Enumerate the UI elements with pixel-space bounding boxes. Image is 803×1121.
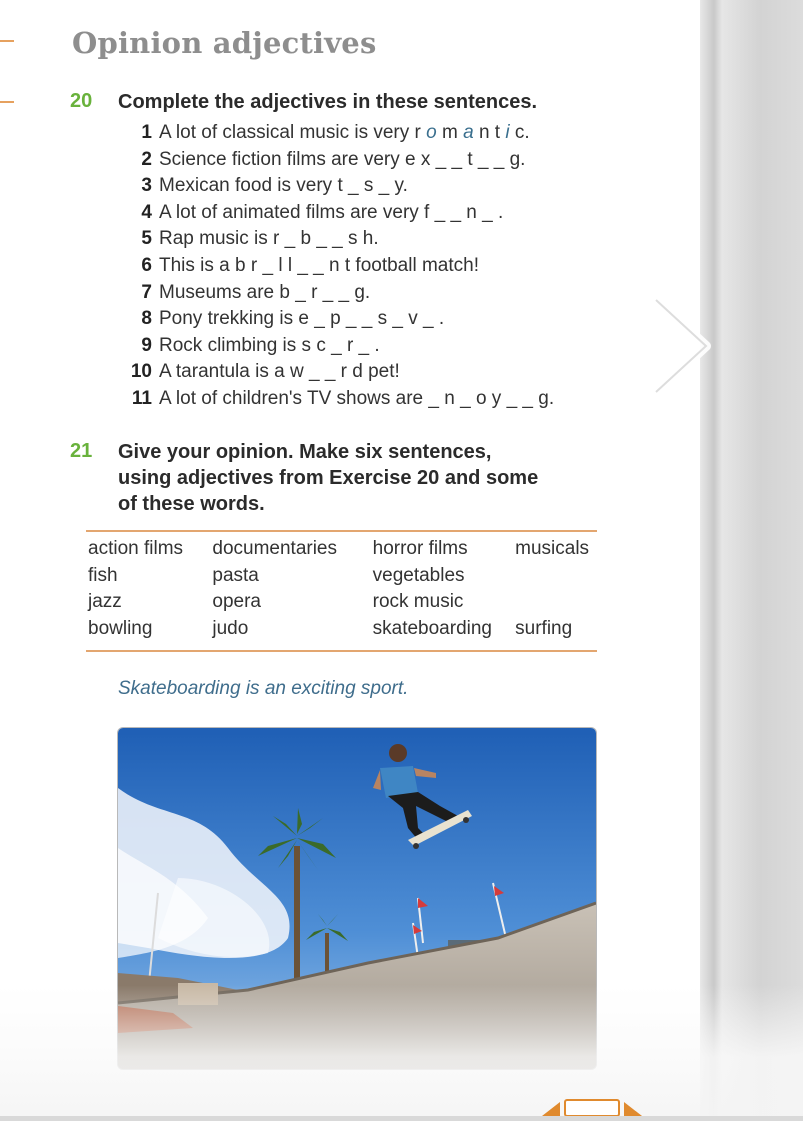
list-item xyxy=(114,147,554,174)
item-text: Mexican food is very t _ s _ y. xyxy=(159,175,408,197)
item-number: 9 xyxy=(141,334,152,356)
table-row xyxy=(88,538,597,565)
item-number: 5 xyxy=(141,228,152,250)
item-text: Rap music is r _ b _ _ s h. xyxy=(159,228,379,250)
item-text: A lot of classical music is very r xyxy=(159,122,427,143)
item-number: 1 xyxy=(141,122,152,143)
item-text: Pony trekking is e _ p _ _ s _ v _ . xyxy=(159,308,445,330)
exercise-21-number: 21 xyxy=(70,440,93,462)
item-text: A lot of children's TV shows are _ n _ o y _ _ g. xyxy=(159,387,555,409)
item-text: A tarantula is a w _ _ r d pet! xyxy=(159,361,400,383)
list-item xyxy=(114,253,554,280)
instruction-line: of these words. xyxy=(118,493,265,515)
answer-letter: a xyxy=(463,122,474,143)
answer-letter: o xyxy=(426,122,437,143)
table-row xyxy=(88,591,597,618)
item-number: 2 xyxy=(141,148,152,170)
list-item xyxy=(114,359,554,386)
word-cell: fish xyxy=(88,564,118,586)
example-sentence: Skateboarding is an exciting sport. xyxy=(118,678,409,699)
exercise-20-number: 20 xyxy=(70,90,93,112)
exercise-20-instruction: Complete the adjectives in these sentences. xyxy=(118,91,538,113)
list-item xyxy=(114,333,554,360)
item-number: 11 xyxy=(131,387,152,409)
item-number: 3 xyxy=(141,175,152,197)
list-item xyxy=(114,226,554,253)
page-navigation xyxy=(538,1096,648,1116)
triangle-left-icon[interactable] xyxy=(542,1102,560,1116)
item-text: A lot of animated films are very f _ _ n _ . xyxy=(159,201,504,223)
item-text: Rock climbing is s c _ r _ . xyxy=(159,334,380,356)
list-item xyxy=(114,280,554,307)
item-text: This is a b r _ l l _ _ n t football match! xyxy=(159,254,479,276)
item-text: n t xyxy=(473,122,506,143)
next-page-button[interactable] xyxy=(646,296,716,396)
word-cell: bowling xyxy=(88,617,153,639)
word-cell: judo xyxy=(212,617,249,639)
chevron-right-icon xyxy=(646,296,716,396)
item-number: 6 xyxy=(141,254,152,276)
margin-rule-exercise xyxy=(0,101,14,103)
word-cell: documentaries xyxy=(212,538,337,559)
word-box xyxy=(86,530,597,652)
item-number: 7 xyxy=(141,281,152,303)
exercise-21-instruction xyxy=(118,439,538,517)
word-cell: pasta xyxy=(212,564,259,586)
word-cell xyxy=(515,591,597,618)
word-cell: jazz xyxy=(88,591,122,612)
table-row xyxy=(88,565,597,592)
item-number: 10 xyxy=(130,361,152,383)
list-item xyxy=(114,120,554,147)
list-item xyxy=(114,386,554,413)
item-number: 8 xyxy=(141,308,152,330)
item-text: m xyxy=(436,122,464,143)
margin-rule-top xyxy=(0,40,14,42)
word-cell: opera xyxy=(212,591,261,612)
item-text: c. xyxy=(509,122,530,143)
instruction-line: using adjectives from Exercise 20 and some xyxy=(118,467,539,489)
word-cell: action films xyxy=(88,538,184,559)
word-cell: vegetables xyxy=(372,564,465,586)
list-item xyxy=(114,200,554,227)
word-cell: surfing xyxy=(515,617,573,639)
word-cell: rock music xyxy=(372,591,464,612)
item-number: 4 xyxy=(141,201,152,223)
word-cell: skateboarding xyxy=(372,617,492,639)
word-cell xyxy=(515,565,597,592)
word-table xyxy=(88,538,597,644)
bottom-fade-overlay xyxy=(0,985,803,1116)
section-title: Opinion adjectives xyxy=(72,26,377,60)
answer-letter: i xyxy=(505,122,510,143)
page-gutter xyxy=(700,0,803,1116)
exercise-20-list xyxy=(114,120,554,413)
word-cell: musicals xyxy=(515,538,590,559)
list-item xyxy=(114,173,554,200)
page-number-box[interactable] xyxy=(565,1100,619,1116)
triangle-right-icon[interactable] xyxy=(624,1102,642,1116)
table-row xyxy=(88,618,597,645)
list-item xyxy=(114,306,554,333)
item-text: Museums are b _ r _ _ g. xyxy=(159,281,371,303)
item-text: Science fiction films are very e x _ _ t _ _ g. xyxy=(159,148,526,170)
instruction-line: Give your opinion. Make six sentences, xyxy=(118,441,492,463)
word-cell: horror films xyxy=(372,538,468,559)
